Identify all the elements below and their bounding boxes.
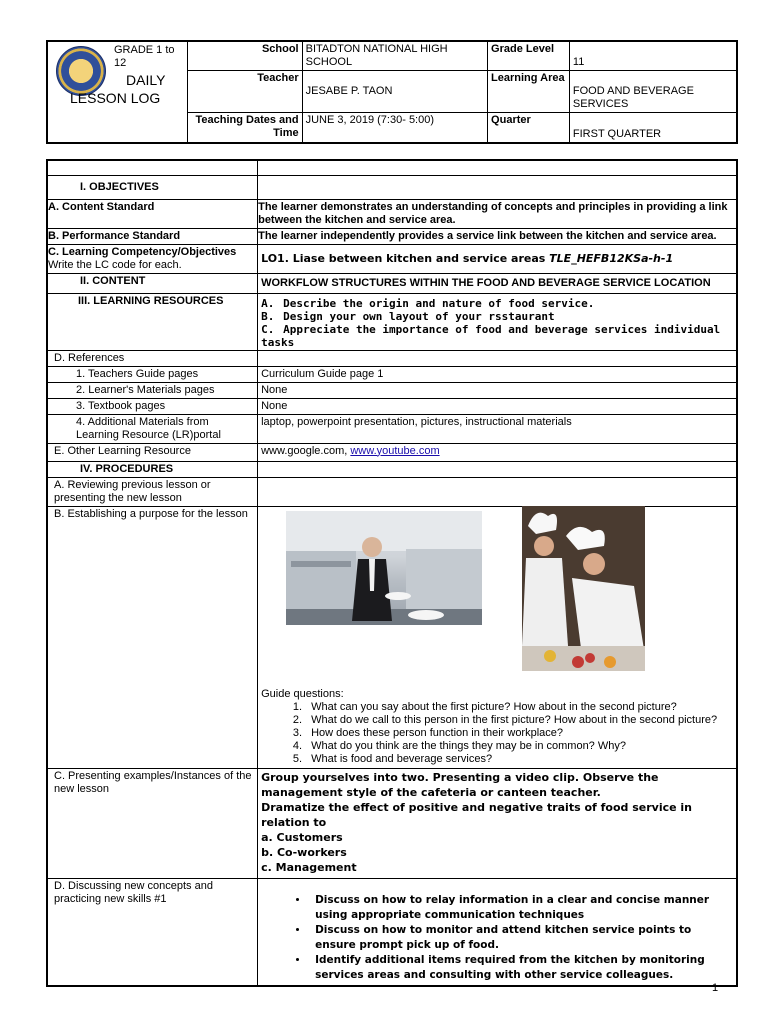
competency-value <box>258 244 737 273</box>
table-row <box>47 768 737 878</box>
table-row <box>47 366 737 382</box>
school-label: School <box>187 41 302 71</box>
table-row <box>47 244 737 273</box>
content-standard-value: The learner demonstrates an understanding of concepts and principles in providing a link between the kitchen and service area. <box>258 199 737 228</box>
header-table <box>46 40 738 144</box>
table-row <box>47 398 737 414</box>
learners-materials-value: None <box>258 382 737 398</box>
list-item: c. Management <box>261 860 357 874</box>
competency-note: Write the LC code for each. <box>48 258 182 271</box>
list-item: b. Co-workers <box>261 845 347 859</box>
table-row <box>47 228 737 244</box>
list-item: • Discuss on how to monitor and attend kitchen service points to ensure prompt pick up of food. <box>309 923 733 953</box>
teacher-value: JESABE P. TAON <box>302 71 487 113</box>
guide-questions-list <box>261 701 733 766</box>
list-item: • Discuss on how to relay information in a clear and concise manner using appropriate communication techniques <box>309 893 733 923</box>
title-daily: DAILY <box>126 72 166 88</box>
learning-area-label: Learning Area <box>488 71 570 113</box>
list-item: a. Customers <box>261 830 343 844</box>
list-item: A. Describe the origin and nature of food service. <box>261 296 595 310</box>
grade-range: GRADE 1 to 12 <box>114 44 175 69</box>
chefs-photo <box>522 506 645 671</box>
textbook-label: 3. Textbook pages <box>47 398 258 414</box>
references-label: D. References <box>47 350 258 366</box>
table-row <box>47 199 737 228</box>
youtube-link[interactable]: www.youtube.com <box>350 444 440 457</box>
procedures-heading: IV. PROCEDURES <box>47 461 258 477</box>
table-row <box>47 477 737 506</box>
procedure-c-label: C. Presenting examples/Instances of the new lesson <box>47 768 258 878</box>
content-heading: II. CONTENT <box>47 273 258 293</box>
table-row <box>47 175 737 199</box>
table-row <box>47 293 737 350</box>
teachers-guide-label: 1. Teachers Guide pages <box>47 366 258 382</box>
table-row <box>47 461 737 477</box>
guide-questions-heading: Guide questions: <box>261 687 344 700</box>
competency-code: TLE_HEFB12KSa-h-1 <box>549 252 674 265</box>
list-item: 2. What do we call to this person in the first picture? How about in the second picture? <box>305 714 733 727</box>
list-item: 1. What can you say about the first picture? How about in the second picture? <box>305 701 733 714</box>
table-row <box>47 382 737 398</box>
procedure-a-label: A. Reviewing previous lesson or presenting the new lesson <box>47 477 258 506</box>
list-item: 4. What do you think are the things they may be in common? Why? <box>305 740 733 753</box>
list-item: 5. What is food and beverage services? <box>305 753 733 766</box>
waiter-photo <box>286 511 482 625</box>
performance-standard-value: The learner independently provides a service link between the kitchen and service area. <box>258 228 737 244</box>
performance-standard-label: B. Performance Standard <box>47 228 258 244</box>
additional-materials-label: 4. Additional Materials from Learning Resource (LR)portal <box>47 414 258 443</box>
resources-objectives <box>258 293 737 350</box>
competency-text: LO1. Liase between kitchen and service areas <box>261 252 550 265</box>
grade-level-label: Grade Level <box>488 41 570 71</box>
objectives-heading: I. OBJECTIVES <box>47 175 258 199</box>
table-row <box>47 273 737 293</box>
list-item: 3. How does these person function in their workplace? <box>305 727 733 740</box>
procedure-c-content <box>258 768 737 878</box>
other-resource-label: E. Other Learning Resource <box>47 443 258 461</box>
list-item: C. Appreciate the importance of food and beverage services individual tasks <box>261 322 721 349</box>
quarter-value: FIRST QUARTER <box>569 113 737 143</box>
content-standard-label: A. Content Standard <box>47 199 258 228</box>
table-row <box>47 160 737 175</box>
list-item: • Identify additional items required from the kitchen by monitoring services areas and consulting with other service colleagues. <box>309 953 733 983</box>
list-item: B. Design your own layout of your rsstaurant <box>261 309 555 323</box>
learners-materials-label: 2. Learner's Materials pages <box>47 382 258 398</box>
title-lesson-log: LESSON LOG <box>70 90 161 106</box>
table-row <box>47 443 737 461</box>
additional-materials-value: laptop, powerpoint presentation, pictures, instructional materials <box>258 414 737 443</box>
textbook-value: None <box>258 398 737 414</box>
list-item: Dramatize the effect of positive and negative traits of food service in relation to <box>261 800 693 829</box>
resources-heading: III. LEARNING RESOURCES <box>47 293 258 350</box>
deped-seal-logo <box>56 46 106 96</box>
quarter-label: Quarter <box>488 113 570 143</box>
teachers-guide-value: Curriculum Guide page 1 <box>258 366 737 382</box>
school-value: BITADTON NATIONAL HIGH SCHOOL <box>302 41 487 71</box>
dates-label: Teaching Dates and Time <box>187 113 302 143</box>
logo-cell <box>47 41 187 143</box>
list-item: Group yourselves into two. Presenting a video clip. Observe the management style of the cafeteria or canteen teacher. <box>261 770 659 799</box>
other-resource-value: www.google.com, www.youtube.com <box>258 443 737 461</box>
teacher-label: Teacher <box>187 71 302 113</box>
table-row <box>47 414 737 443</box>
table-row <box>47 350 737 366</box>
competency-label: C. Learning Competency/Objectives <box>48 245 237 258</box>
procedure-b-label: B. Establishing a purpose for the lesson <box>47 506 258 768</box>
page-number: 1 <box>712 982 719 994</box>
learning-area-value: FOOD AND BEVERAGE SERVICES <box>569 71 737 113</box>
dates-value: JUNE 3, 2019 (7:30- 5:00) <box>302 113 487 143</box>
procedure-d-content <box>258 878 737 986</box>
grade-level-value: 11 <box>569 41 737 71</box>
procedure-d-label: D. Discussing new concepts and practicing new skills #1 <box>47 878 258 986</box>
content-value: WORKFLOW STRUCTURES WITHIN THE FOOD AND BEVERAGE SERVICE LOCATION <box>258 273 737 293</box>
table-row <box>47 878 737 986</box>
